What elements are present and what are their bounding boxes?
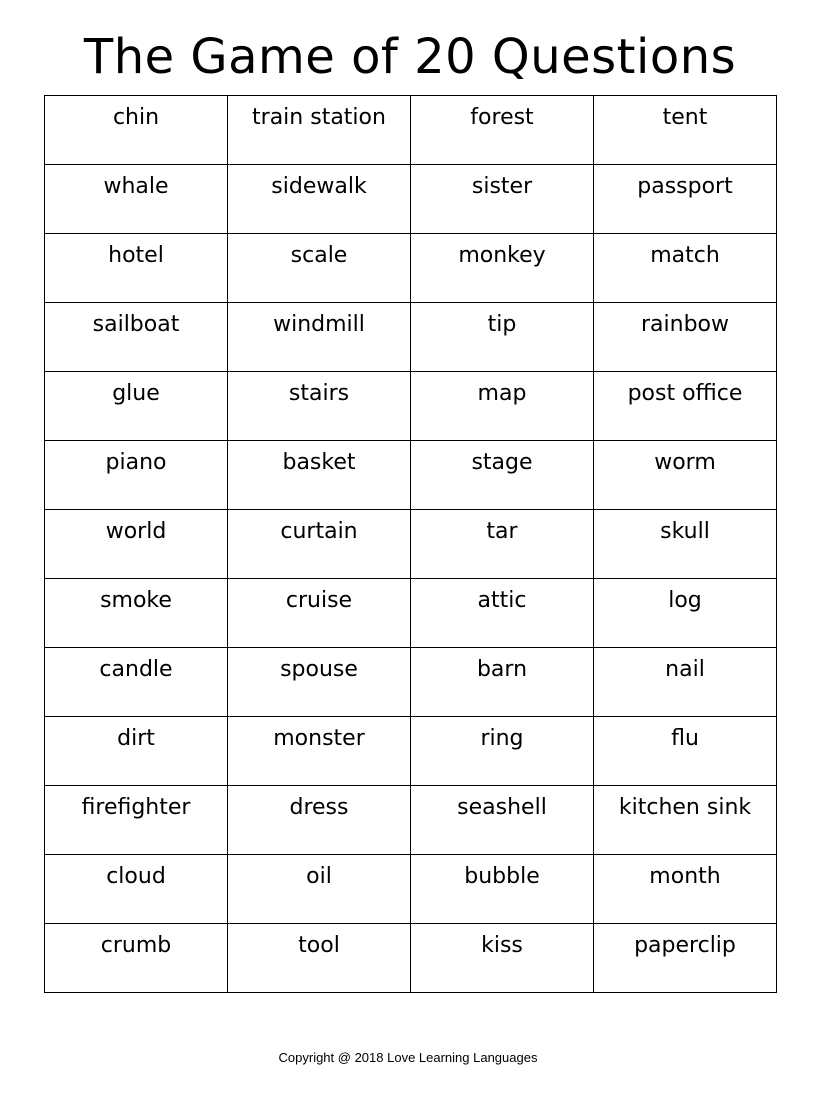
word-cell: smoke	[45, 579, 228, 648]
word-cell: tent	[594, 96, 777, 165]
word-cell: firefighter	[45, 786, 228, 855]
word-cell: oil	[228, 855, 411, 924]
word-cell: tool	[228, 924, 411, 993]
word-cell: candle	[45, 648, 228, 717]
word-cell: monster	[228, 717, 411, 786]
word-cell: kitchen sink	[594, 786, 777, 855]
page-title: The Game of 20 Questions	[83, 29, 737, 85]
table-row	[45, 855, 777, 924]
word-cell: paperclip	[594, 924, 777, 993]
word-cell: spouse	[228, 648, 411, 717]
word-cell: windmill	[228, 303, 411, 372]
word-cell: rainbow	[594, 303, 777, 372]
word-cell: kiss	[411, 924, 594, 993]
word-cell: bubble	[411, 855, 594, 924]
word-cell: train station	[228, 96, 411, 165]
word-cell: match	[594, 234, 777, 303]
table-row	[45, 96, 777, 165]
word-cell: barn	[411, 648, 594, 717]
word-cell: glue	[45, 372, 228, 441]
table-row	[45, 165, 777, 234]
word-cell: piano	[45, 441, 228, 510]
table-row	[45, 372, 777, 441]
word-cell: seashell	[411, 786, 594, 855]
word-cell: cloud	[45, 855, 228, 924]
word-cell: hotel	[45, 234, 228, 303]
word-cell: dirt	[45, 717, 228, 786]
word-cell: sailboat	[45, 303, 228, 372]
word-cell: attic	[411, 579, 594, 648]
word-cell: scale	[228, 234, 411, 303]
word-cell: flu	[594, 717, 777, 786]
word-cell: stairs	[228, 372, 411, 441]
table-row	[45, 786, 777, 855]
word-cell: tar	[411, 510, 594, 579]
word-cell: sidewalk	[228, 165, 411, 234]
word-grid-body	[45, 96, 777, 993]
word-cell: chin	[45, 96, 228, 165]
word-grid	[44, 95, 777, 993]
table-row	[45, 717, 777, 786]
word-cell: ring	[411, 717, 594, 786]
word-cell: tip	[411, 303, 594, 372]
word-cell: month	[594, 855, 777, 924]
word-cell: basket	[228, 441, 411, 510]
word-cell: log	[594, 579, 777, 648]
word-cell: nail	[594, 648, 777, 717]
table-row	[45, 441, 777, 510]
word-cell: map	[411, 372, 594, 441]
table-row	[45, 579, 777, 648]
word-cell: passport	[594, 165, 777, 234]
word-cell: dress	[228, 786, 411, 855]
word-cell: forest	[411, 96, 594, 165]
table-row	[45, 510, 777, 579]
table-row	[45, 303, 777, 372]
word-cell: cruise	[228, 579, 411, 648]
word-cell: sister	[411, 165, 594, 234]
word-cell: post office	[594, 372, 777, 441]
word-cell: skull	[594, 510, 777, 579]
word-cell: world	[45, 510, 228, 579]
word-cell: worm	[594, 441, 777, 510]
word-cell: stage	[411, 441, 594, 510]
copyright-footer: Copyright @ 2018 Love Learning Languages	[278, 1050, 538, 1065]
table-row	[45, 648, 777, 717]
table-row	[45, 924, 777, 993]
word-cell: monkey	[411, 234, 594, 303]
word-cell: crumb	[45, 924, 228, 993]
word-cell: curtain	[228, 510, 411, 579]
table-row	[45, 234, 777, 303]
word-cell: whale	[45, 165, 228, 234]
